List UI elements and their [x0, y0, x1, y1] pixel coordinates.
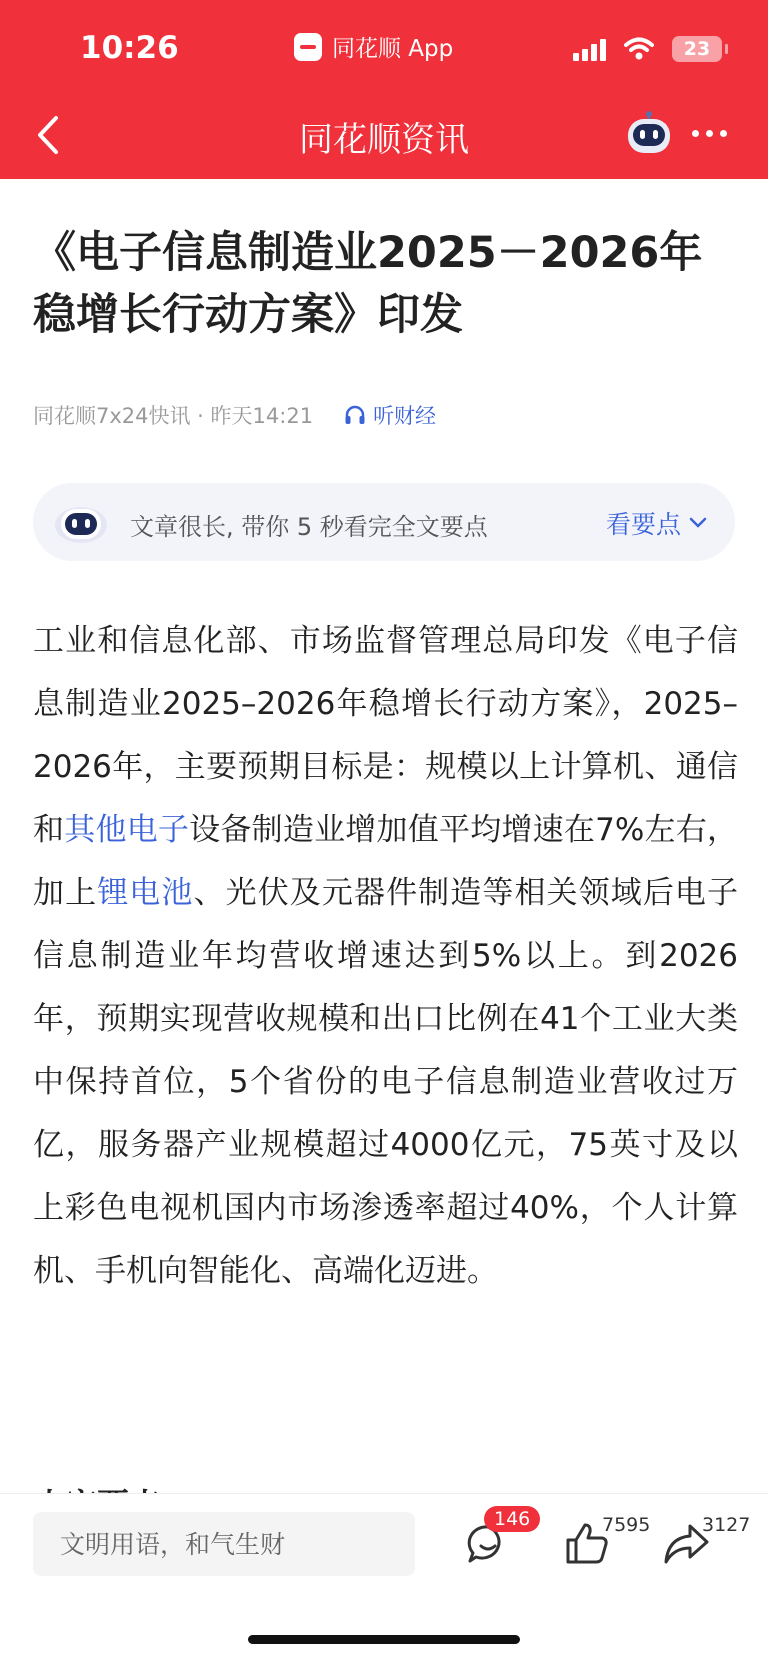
nav-title: 同花顺资讯 [299, 120, 469, 160]
signal-icon [573, 37, 606, 61]
summary-text: 文章很长, 带你 5 秒看完全文要点 [130, 513, 488, 541]
body-text-part: 、光伏及元器件制造等相关领域后电子信息制造业年均营收增速达到5%以上。到2026年，预期实现营收规模和出口比例在41个工业大类中保持首位，5个省份的电子信息制造业营收过万亿，服务器产业规模超过4000亿元，75英寸及以上彩色电视机国内市场渗透率超过40%，个人计算机、手机向智能化、高端化迈进。 [33, 875, 739, 1289]
more-icon [692, 130, 727, 137]
body-text-part: 工业和信息化部、市场监督管理总局印发《电子信息制造业2025–2026年稳增长行动方案》，2025–2026年，主要预期目标是：规模以上计算机、通信和 [33, 623, 738, 848]
like-count: 7595 [602, 1514, 651, 1536]
stock-tag-link[interactable]: 其他电子 [64, 812, 190, 848]
status-time: 10:26 [80, 30, 179, 66]
listen-label: 听财经 [373, 404, 437, 428]
comment-input[interactable] [33, 1512, 415, 1576]
comment-button[interactable] [466, 1508, 531, 1568]
status-app-name: 同花顺 App [332, 36, 454, 62]
view-summary-button[interactable] [606, 505, 707, 541]
share-count: 3127 [702, 1514, 751, 1536]
body-text-part: 设备制造业增加值平均增速在7%左右，加上 [33, 812, 739, 911]
comment-count-badge: 146 [484, 1506, 540, 1532]
wifi-icon [624, 37, 654, 61]
home-indicator [248, 1635, 520, 1644]
chevron-down-icon [689, 517, 707, 529]
robot-icon [624, 110, 674, 156]
ai-assistant-button[interactable] [624, 110, 674, 156]
article-title: 《电子信息制造业2025－2026年稳增长行动方案》印发 [33, 228, 703, 340]
status-icons [573, 36, 722, 62]
article-source: 同花顺7x24快讯 · 昨天14:21 [33, 404, 314, 428]
more-button[interactable] [692, 118, 736, 148]
status-app-indicator[interactable] [294, 30, 453, 63]
headphone-icon [343, 403, 367, 427]
summary-banner[interactable] [33, 483, 735, 561]
app-header [0, 0, 768, 179]
app-logo-icon [294, 33, 322, 61]
view-summary-label: 看要点 [605, 510, 681, 539]
article-meta [33, 400, 436, 430]
listen-button[interactable] [343, 400, 436, 430]
battery-icon: 23 [672, 36, 722, 62]
robot-icon [53, 499, 109, 545]
article-body [33, 610, 738, 1303]
stock-tag-link[interactable]: 锂电池 [97, 875, 194, 911]
